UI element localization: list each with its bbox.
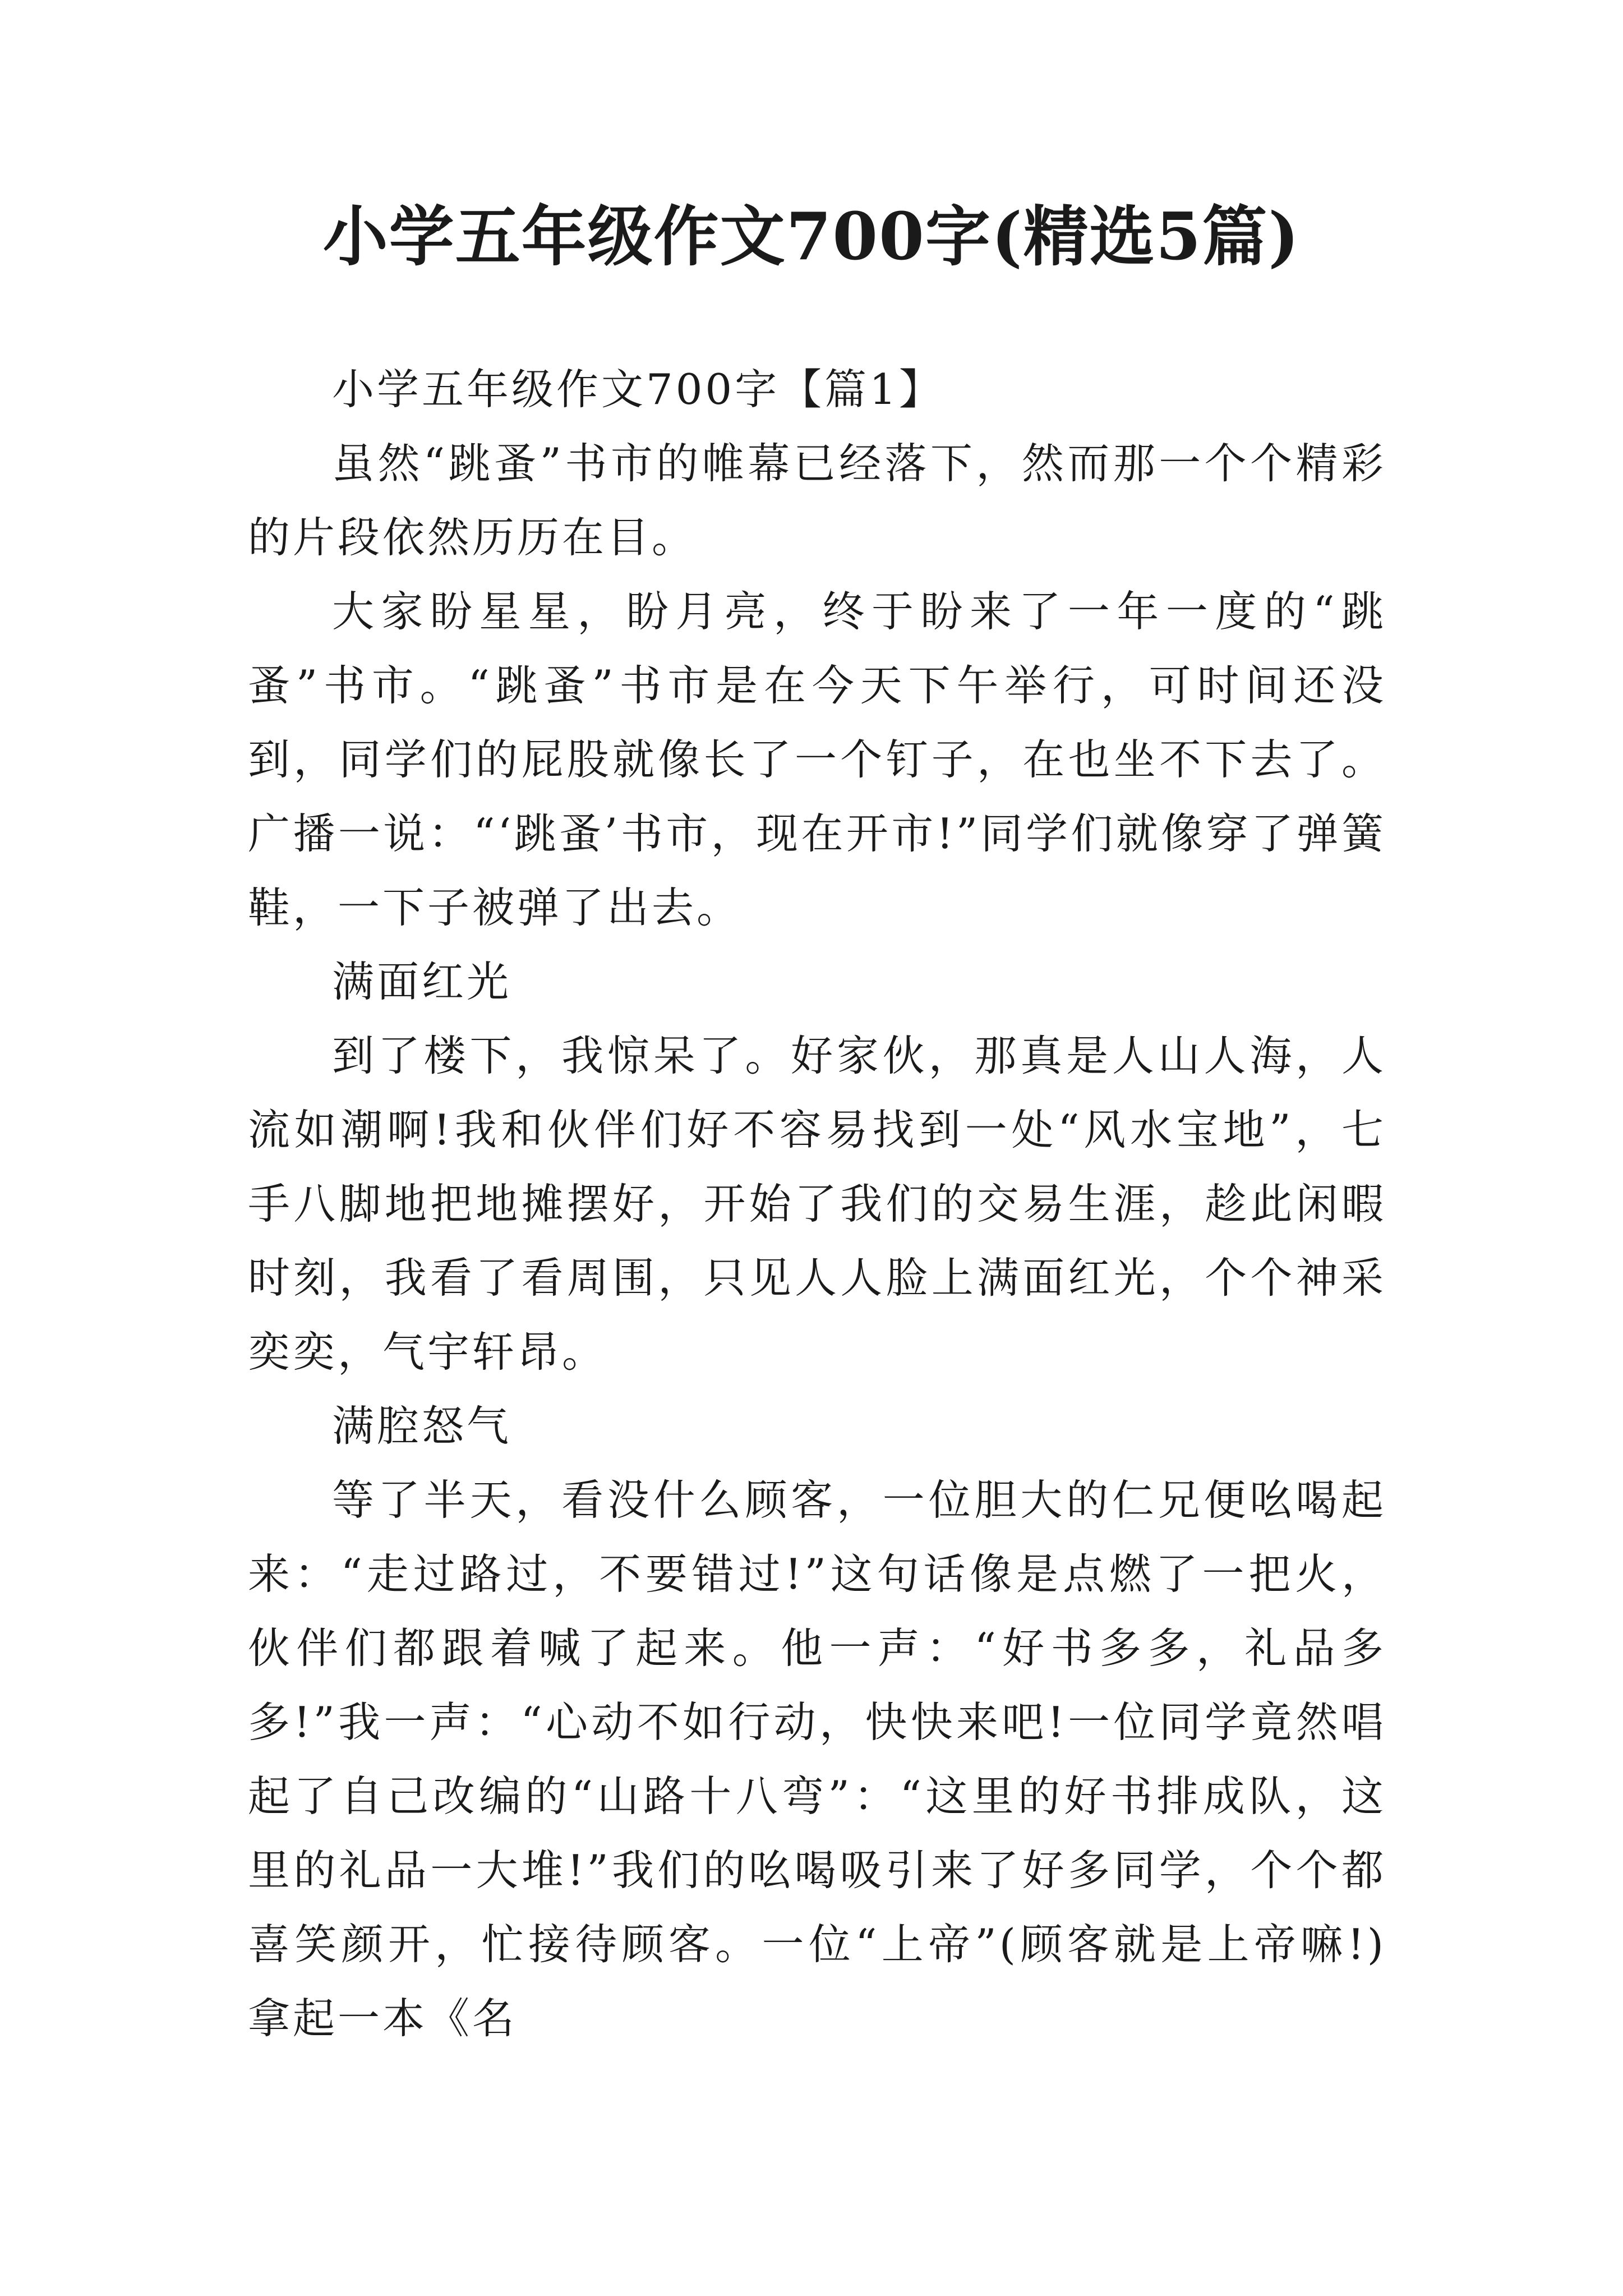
paragraph: 大家盼星星，盼月亮，终于盼来了一年一度的“跳蚤”书市。“跳蚤”书市是在今天下午举行，可时间还没到，同学们的屁股就像长了一个钉子，在也坐不下去了。广播一说：“‘跳蚤’书市，现在开市!”同学们就像穿了弹簧鞋，一下子被弹了出去。: [248, 587, 1386, 932]
paragraph: 等了半天，看没什么顾客，一位胆大的仁兄便吆喝起来：“走过路过，不要错过!”这句话像是点燃了一把火，伙伴们都跟着喊了起来。他一声：“好书多多，礼品多多!”我一声：“心动不如行动，快快来吧!一位同学竟然唱起了自己改编的“山路十八弯”：“这里的好书排成队，这里的礼品一大堆!”我们的吆喝吸引来了好多同学，个个都喜笑颜开，忙接待顾客。一位“上帝”(顾客就是上帝嘛!)拿起一本《名: [248, 1475, 1386, 2043]
section-heading: 小学五年级作文700字【篇1】: [332, 365, 944, 414]
document-title: 小学五年级作文700字(精选5篇): [322, 199, 1301, 275]
paragraph: 虽然“跳蚤”书市的帷幕已经落下，然而那一个个精彩的片段依然历历在目。: [248, 439, 1386, 562]
paragraph: 到了楼下，我惊呆了。好家伙，那真是人山人海，人流如潮啊!我和伙伴们好不容易找到一处“风水宝地”，七手八脚地把地摊摆好，开始了我们的交易生涯，趁此闲暇时刻，我看了看周围，只见人人脸上满面红光，个个神采奕奕，气宇轩昂。: [248, 1031, 1386, 1377]
subheading: 满面红光: [332, 957, 512, 1006]
subheading: 满腔怒气: [332, 1401, 512, 1451]
document-body: [248, 352, 1386, 2055]
